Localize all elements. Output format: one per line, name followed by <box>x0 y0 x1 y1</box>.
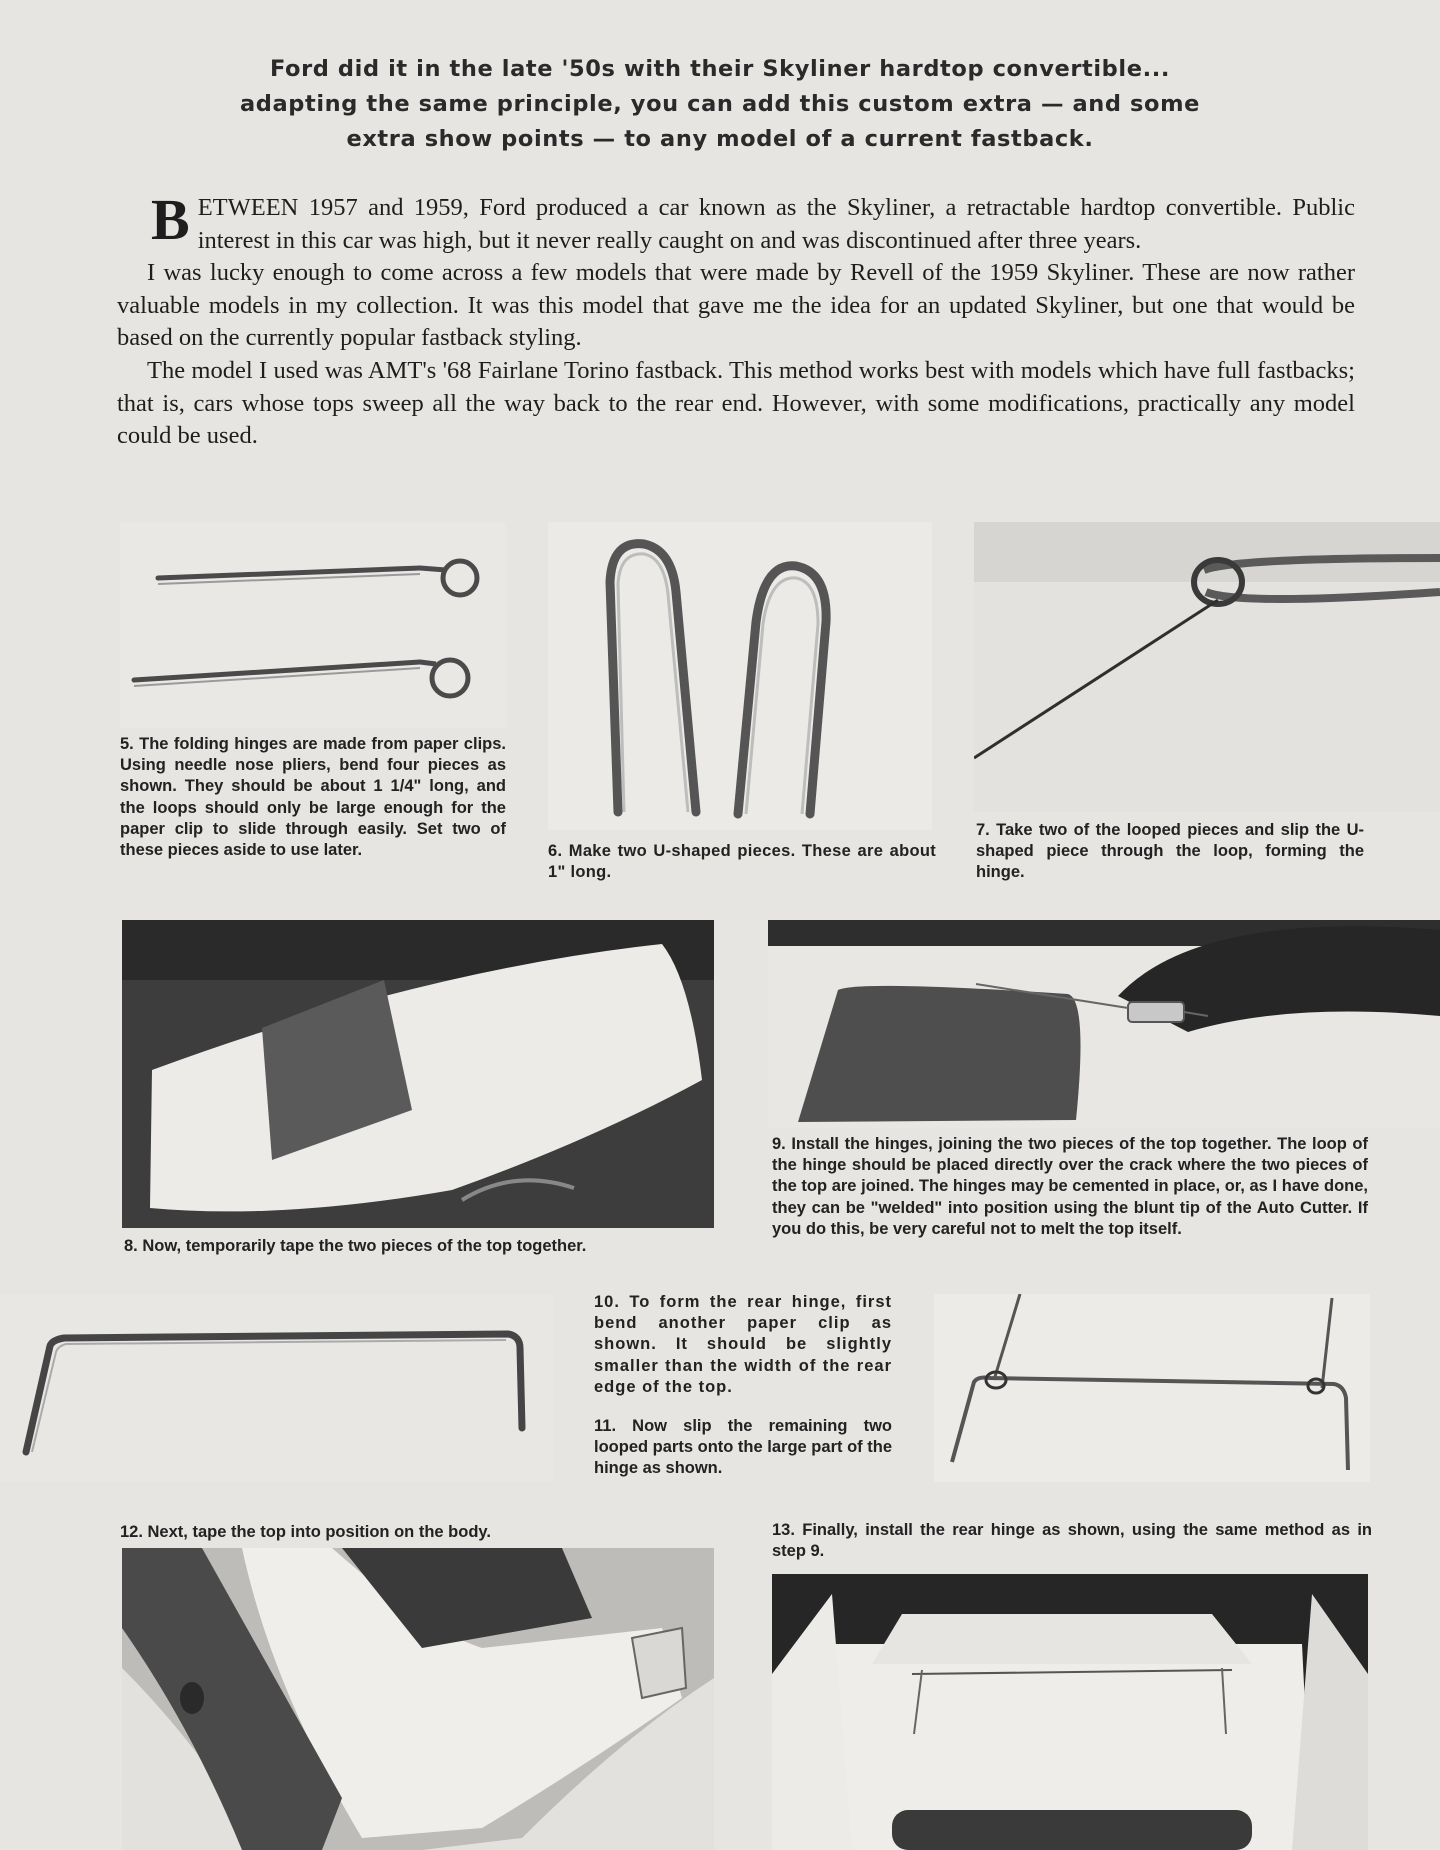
intro-deck <box>150 52 1290 157</box>
photo-step-7 <box>974 522 1440 812</box>
drop-cap: B <box>151 187 190 252</box>
caption-step-11: 11. Now slip the remaining two looped parts onto the large part of the hinge as shown. <box>594 1417 892 1478</box>
article-paragraph: The model I used was AMT's '68 Fairlane Torino fastback. This method works best with models which have full fastbacks; that is, cars whose tops sweep all the way back to the rear end. However, with some modifications, practically any model could be used. <box>117 356 1355 450</box>
photo-step-8 <box>122 920 714 1228</box>
caption-step-5: 5. The folding hinges are made from paper clips. Using needle nose pliers, bend four pieces as shown. They should be about 1 1/4" long, and the loops should only be large enough for the paper clip to slide through easily. Set two of these pieces aside to use later. <box>120 735 506 860</box>
photo-step-12 <box>122 1548 714 1850</box>
photo-step-13 <box>772 1574 1368 1850</box>
caption-step-7: 7. Take two of the looped pieces and slip the U-shaped piece through the loop, forming the hinge. <box>976 821 1364 882</box>
caption-step-10: 10. To form the rear hinge, first bend another paper clip as shown. It should be slightly smaller than the width of the rear edge of the top. <box>594 1293 892 1396</box>
paragraph-text: ETWEEN 1957 and 1959, Ford produced a car known as the Skyliner, a retractable hardtop convertible. Public interest in this car was high, but it never really caught on and was discontinued after three years. <box>197 194 1355 254</box>
intro-line: adapting the same principle, you can add this custom extra — and some <box>239 91 1201 117</box>
photo-step-9 <box>768 920 1440 1128</box>
intro-line: Ford did it in the late '50s with their Skyliner hardtop convertible... <box>269 56 1171 82</box>
photo-step-5 <box>120 522 506 728</box>
article-paragraph <box>117 187 1355 257</box>
photo-step-6 <box>548 522 932 830</box>
article-paragraph: I was lucky enough to come across a few models that were made by Revell of the 1959 Skyliner. These are now rather valuable models in my collection. It was this model that gave me the idea for an updated Skyliner, but one that would be based on the currently popular fastback styling. <box>117 259 1355 352</box>
caption-step-8: 8. Now, temporarily tape the two pieces of the top together. <box>124 1237 587 1255</box>
caption-step-13: 13. Finally, install the rear hinge as shown, using the same method as in step 9. <box>772 1521 1372 1561</box>
caption-step-6: 6. Make two U-shaped pieces. These are about 1" long. <box>548 842 936 882</box>
photo-step-11 <box>934 1294 1370 1482</box>
article-body <box>117 187 1355 453</box>
caption-step-12: 12. Next, tape the top into position on the body. <box>120 1523 491 1541</box>
photo-step-10 <box>0 1294 554 1482</box>
intro-line: extra show points — to any model of a current fastback. <box>346 126 1094 152</box>
caption-step-9: 9. Install the hinges, joining the two pieces of the top together. The loop of the hinge should be placed directly over the crack where the two pieces of the top are joined. The hinges may be cemented in place, or, as I have done, they can be "welded" into position using the blunt tip of the Auto Cutter. If you do this, be very careful not to melt the top itself. <box>772 1135 1368 1238</box>
